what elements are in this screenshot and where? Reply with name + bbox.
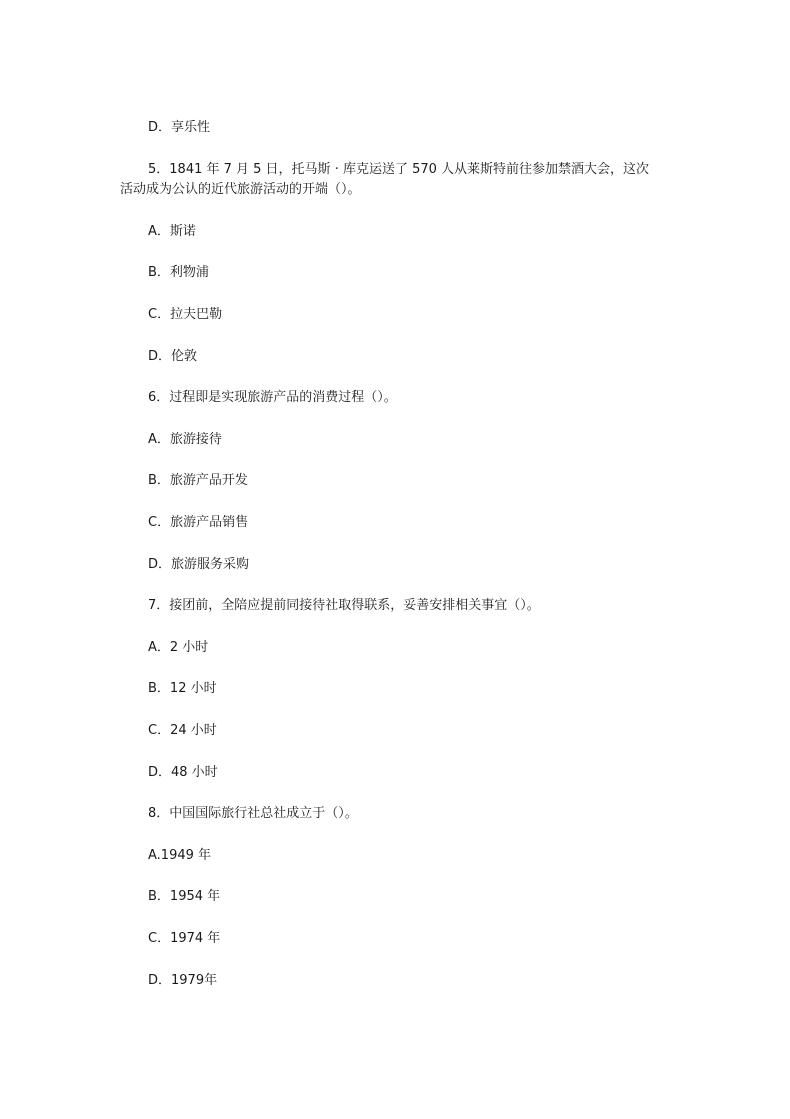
q7-option-a: A．2 小时 [148, 640, 209, 655]
q5-text-line2: 活动成为公认的近代旅游活动的开端（）。 [120, 182, 361, 197]
q5-text-line1: 5．1841 年 7 月 5 日，托马斯 · 库克运送了 570 人从莱斯特前往参加禁酒大会，这次 [148, 162, 650, 177]
q8-option-c: C．1974 年 [148, 931, 221, 946]
q8-text: 8．中国国际旅行社总社成立于（）。 [148, 806, 358, 821]
q6-option-a: A．旅游接待 [148, 432, 222, 447]
q7-option-b: B．12 小时 [148, 681, 217, 696]
q6-option-b: B．旅游产品开发 [148, 473, 248, 488]
q8-option-a: A.1949 年 [148, 848, 212, 863]
q6-option-d: D．旅游服务采购 [148, 557, 250, 572]
q5-option-d: D．伦敦 [148, 349, 198, 364]
q5-option-c: C．拉夫巴勒 [148, 307, 223, 322]
q7-option-c: C．24 小时 [148, 723, 217, 738]
q8-option-d: D．1979年 [148, 973, 218, 988]
q7-text: 7．接团前，全陪应提前同接待社取得联系，妥善安排相关事宜（）。 [148, 598, 540, 613]
q7-option-d: D．48 小时 [148, 765, 218, 780]
q4-option-d: D．享乐性 [148, 120, 211, 135]
q6-option-c: C．旅游产品销售 [148, 515, 249, 530]
q5-option-a: A．斯诺 [148, 224, 196, 239]
q6-text: 6．过程即是实现旅游产品的消费过程（）。 [148, 390, 397, 405]
q8-option-b: B．1954 年 [148, 889, 221, 904]
q5-option-b: B．利物浦 [148, 265, 209, 280]
